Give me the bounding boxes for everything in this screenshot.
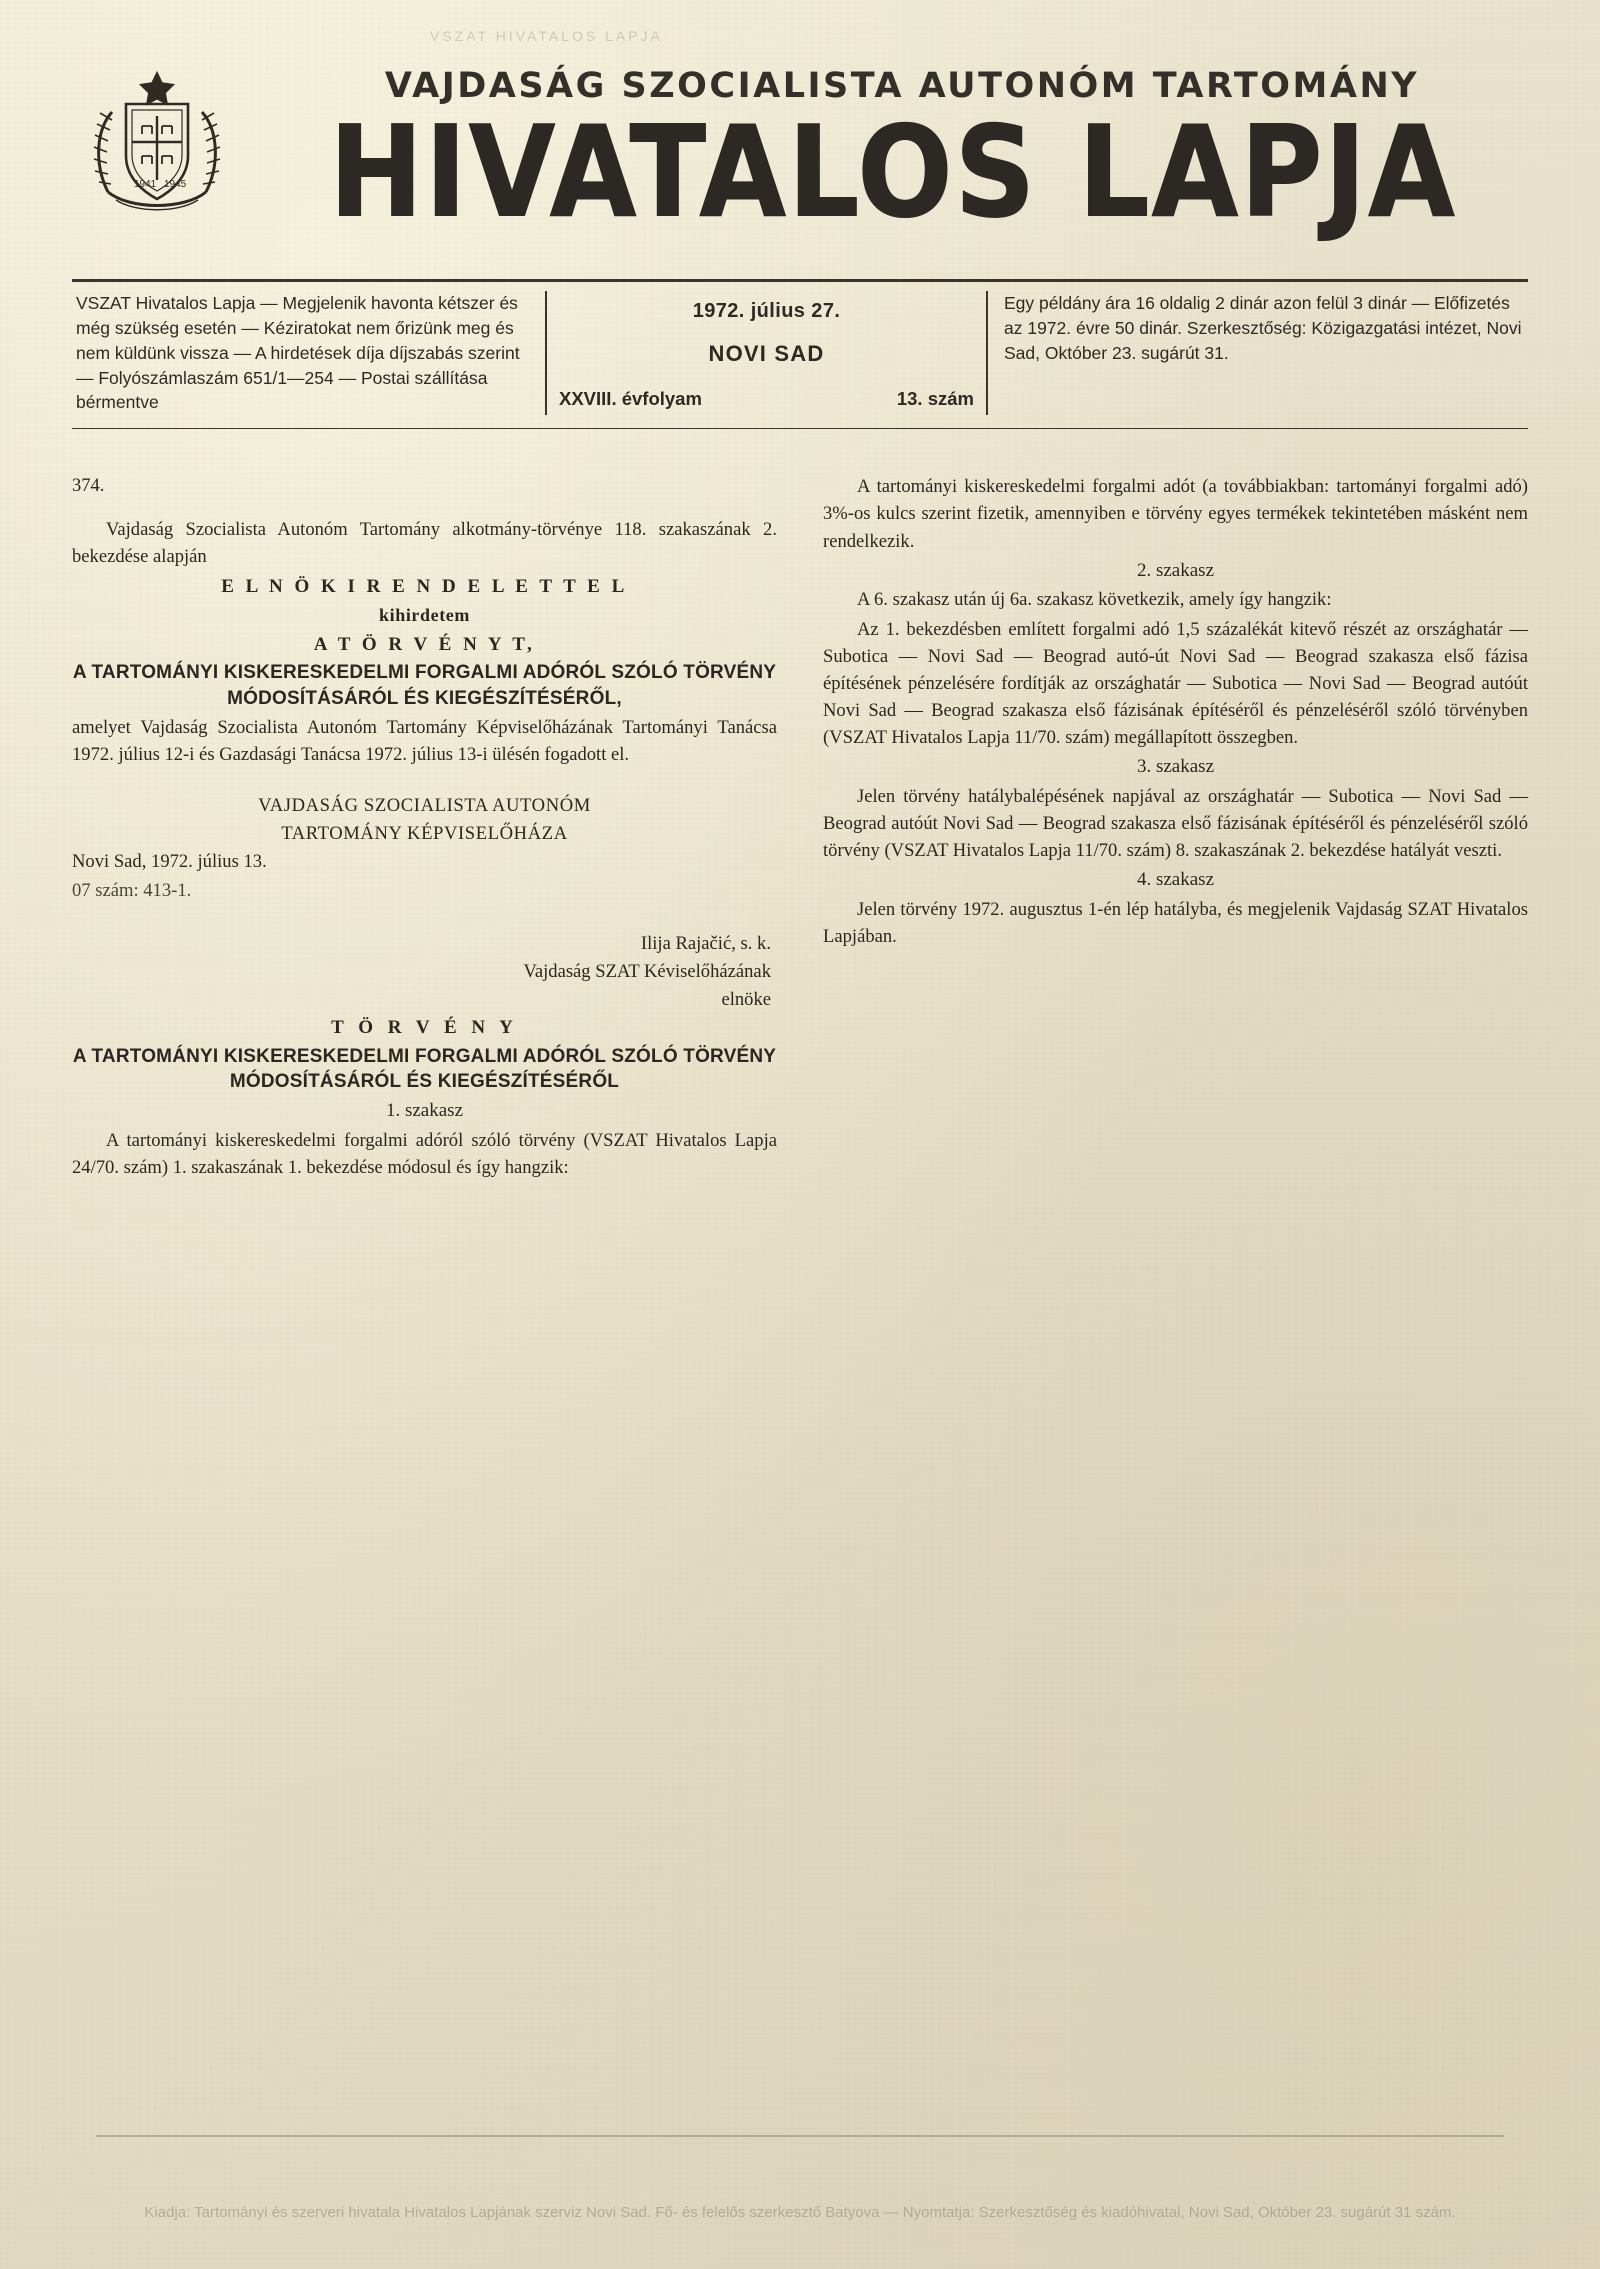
section-1-body: A tartományi kiskereskedelmi forgalmi adóról szóló törvény (VSZAT Hivatalos Lapja 24/70. szám) 1. szakaszának 1. bekezdése módosul és így hangzik: bbox=[72, 1130, 777, 1179]
promulgation-word: kihirdetem bbox=[379, 605, 470, 626]
coat-of-arms-icon bbox=[82, 60, 232, 245]
torveny-word: T Ö R V É N Y bbox=[331, 1016, 518, 1038]
section-2-intro: A 6. szakasz után új 6a. szakasz következik, amely így hangzik: bbox=[857, 589, 1332, 611]
section-4-body: Jelen törvény 1972. augusztus 1-én lép hatályba, és megjelenik Vajdaság SZAT Hivatalos Lapjában. bbox=[823, 899, 1528, 948]
publication-notice: VSZAT Hivatalos Lapja — Megjelenik havonta kétszer és még szükség esetén — Kéziratokat nem őrizünk meg és nem küldünk vissza — A hirdetések díja díjszabás szerint — Folyószámlaszám 651/1—254 — Postai szállítása bérmentve bbox=[76, 293, 520, 413]
issue-center-block bbox=[545, 291, 988, 415]
place-and-date: Novi Sad, 1972. július 13. bbox=[72, 850, 267, 872]
registration-number: 07 szám: 413-1. bbox=[72, 880, 192, 902]
issue-number: 13. szám bbox=[896, 387, 974, 409]
footer-imprint: Kiadja: Tartományi és szerveri hivatala Hivatalos Lapjának szerviz Novi Sad. Fő- és felelős szerkesztő Batyova — Nyomtatja: Szerkesztőség és kiadóhivatal, Novi Sad, Október 23. sugárút 31 szám. bbox=[144, 2204, 1456, 2221]
signature-role-line1: Vajdaság SZAT Kéviselőházának bbox=[523, 961, 771, 983]
item-number: 374. bbox=[72, 476, 105, 497]
section-2-heading: 2. szakasz bbox=[1136, 559, 1215, 581]
quoted-provision: A tartományi kiskereskedelmi forgalmi adót (a továbbiakban: tartományi forgalmi adó) 3%-os kulcs szerint fizetik, amennyiben e törvény egyes termékek tekintetében másként nem rendelkezik. bbox=[823, 476, 1528, 552]
price-and-editorial: Egy példány ára 16 oldalig 2 dinár azon felül 3 dinár — Előfizetés az 1972. évre 50 dinár. Szerkesztőség: Közigazgatási intézet, Novi Sad, Október 23. sugárút 31. bbox=[1004, 293, 1522, 363]
torveny-title: A TARTOMÁNYI KISKERESKEDELMI FORGALMI ADÓRÓL SZÓLÓ TÖRVÉNY MÓDOSÍTÁSÁRÓL ÉS KIEGÉSZÍTÉSÉRŐL bbox=[72, 1045, 777, 1093]
section-3-body: Jelen törvény hatálybalépésének napjával az országhatár — Subotica — Novi Sad — Beograd autóút Novi Sad — Beograd szakasza első fázisának építéséről és pénzeléséről szóló törvény (VSZAT Hivatalos Lapja 11/70. szám) 8. szakaszának 2. bekezdése hatályát veszti. bbox=[823, 785, 1528, 862]
masthead-text bbox=[258, 52, 1528, 246]
signature-block bbox=[72, 930, 777, 1014]
section-4-heading: 4. szakasz bbox=[1136, 869, 1215, 891]
masthead-title: HIVATALOS LAPJA bbox=[329, 99, 1457, 246]
issue-volume: XXVIII. évfolyam bbox=[559, 387, 702, 409]
issue-volume-row bbox=[559, 386, 974, 412]
legal-basis-paragraph: Vajdaság Szocialista Autonóm Tartomány alkotmány-törvénye 118. szakaszának 2. bekezdése alapján bbox=[72, 519, 777, 568]
signature-role-line2: elnöke bbox=[721, 989, 771, 1011]
issuing-organ-line1: VAJDASÁG SZOCIALISTA AUTONÓM bbox=[258, 795, 591, 817]
masthead bbox=[72, 52, 1528, 245]
law-title: A TARTOMÁNYI KISKERESKEDELMI FORGALMI ADÓRÓL SZÓLÓ TÖRVÉNY MÓDOSÍTÁSÁRÓL ÉS KIEGÉSZÍTÉSÉRŐL, bbox=[72, 662, 777, 710]
section-2-body: Az 1. bekezdésben említett forgalmi adó 1,5 százalékát kitevő részét az országhatár — Subotica — Novi Sad — Beograd autó-út Novi Sad — Beograd szakasza első fázisa építésének pénzelésére fordítják az országhatár — Subotica — Novi Sad — Beograd autóút Novi Sad — Beograd szakasza első fázisának építéséről és pénzeléséről szóló törvényben (VSZAT Hivatalos Lapja 11/70. szám) megállapított összegben. bbox=[823, 618, 1528, 749]
column-left bbox=[72, 473, 777, 1183]
article-columns bbox=[72, 473, 1528, 1183]
decree-heading: E L N Ö K I R E N D E L E T T E L bbox=[221, 575, 628, 597]
masthead-subtitle: VAJDASÁG SZOCIALISTA AUTONÓM TARTOMÁNY bbox=[384, 66, 1420, 106]
crest-year-left: 1941 bbox=[134, 179, 157, 190]
section-1-heading: 1. szakasz bbox=[385, 1100, 464, 1122]
top-ghost-text: VSZAT HIVATALOS LAPJA bbox=[430, 28, 663, 44]
signature-name: Ilija Rajačić, s. k. bbox=[640, 933, 771, 955]
column-right bbox=[823, 473, 1528, 1183]
footer-divider bbox=[96, 2135, 1504, 2137]
issuing-organ bbox=[72, 792, 777, 848]
issue-info-bar bbox=[72, 282, 1528, 425]
section-3-heading: 3. szakasz bbox=[1136, 756, 1215, 778]
crest-year-right: 1945 bbox=[164, 179, 187, 190]
page-content bbox=[72, 52, 1528, 1183]
adoption-paragraph: amelyet Vajdaság Szocialista Autonóm Tartomány Képviselőházának Tartományi Tanácsa 1972. július 12-i és Gazdasági Tanácsa 1972. július 13-i ülésén fogadott el. bbox=[72, 716, 777, 766]
issue-date: 1972. július 27. bbox=[692, 300, 841, 322]
law-word: A T Ö R V É N Y T, bbox=[313, 633, 536, 655]
issue-city: NOVI SAD bbox=[708, 341, 825, 367]
issuing-organ-line2: TARTOMÁNY KÉPVISELŐHÁZA bbox=[281, 823, 568, 845]
masthead-rule-bottom bbox=[72, 428, 1528, 429]
